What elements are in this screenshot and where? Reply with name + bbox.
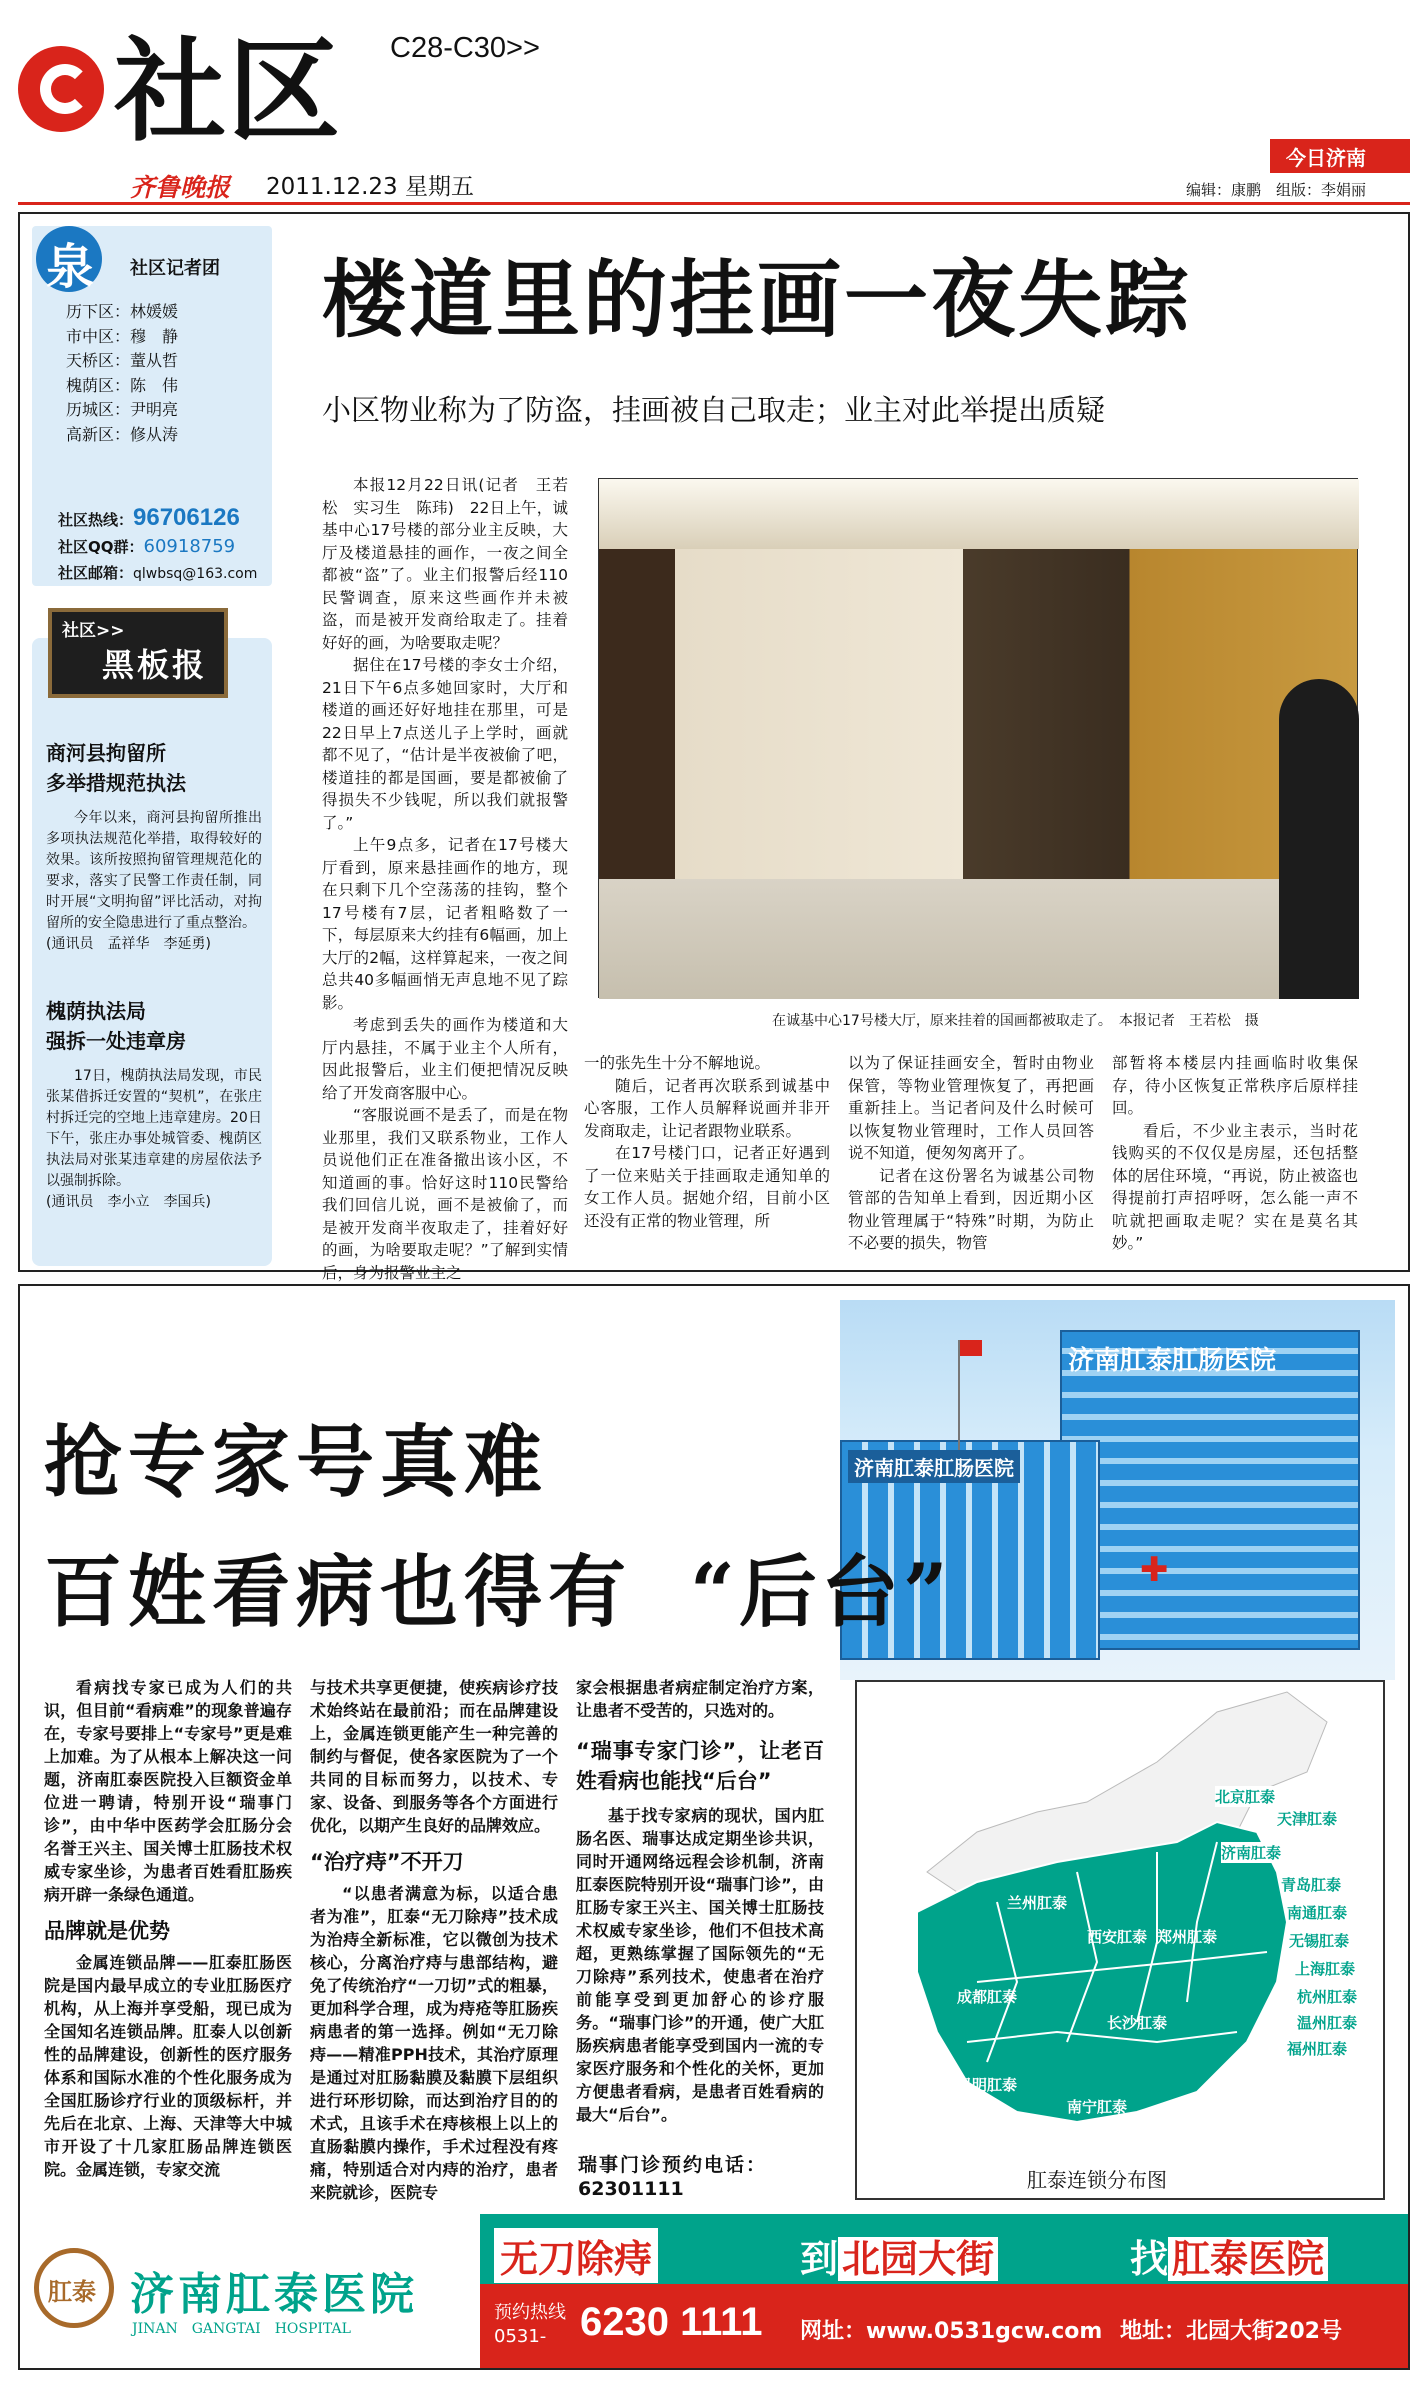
address-row bbox=[1120, 2314, 1342, 2345]
slogan-2: 北园大街 bbox=[838, 2237, 998, 2281]
brief-body: 17日，槐荫执法局发现，市民张某借拆迁安置的“契机”，在张庄村拆迁完的空地上违章建房。20日下午，张庄办事处城管委、槐荫区执法局对张某违章建的房屋依法予以强制拆除。 bbox=[46, 1068, 262, 1189]
reporter-item: 高新区：修从涛 bbox=[66, 424, 179, 444]
reporter-item: 历下区：林媛媛 bbox=[66, 302, 179, 321]
ad-col-3 bbox=[576, 1676, 824, 2196]
ad-col-1 bbox=[44, 1676, 292, 2196]
edition-label: 今日济南 bbox=[1286, 146, 1366, 170]
hotline-label: 预约热线 bbox=[494, 2302, 566, 2323]
headline: 楼道里的挂画一夜失踪 bbox=[322, 251, 1193, 349]
masthead-rule bbox=[18, 202, 1410, 205]
article-paragraph: 看后，不少业主表示，当时花钱购买的不仅仅是房屋，还包括整体的居住环境，“再说，防止被盗也得提前打声招呼呀，怎么能一声不吭就把画取走呢？实在是莫名其妙。” bbox=[1112, 1121, 1358, 1252]
reporter-item: 槐荫区：陈 伟 bbox=[66, 375, 179, 395]
issue-date: 2011.12.23 星期五 bbox=[266, 174, 474, 200]
section-title: 社区 bbox=[114, 27, 342, 157]
city-label: 福州肛泰 bbox=[1287, 2040, 1348, 2058]
city-label: 西安肛泰 bbox=[1087, 1928, 1148, 1946]
slogan-2-prefix: 到 bbox=[800, 2237, 839, 2281]
article-col-4 bbox=[1112, 1052, 1358, 1257]
editors-line: 编辑：康鹏 组版：李娟丽 bbox=[1186, 181, 1367, 199]
email-row bbox=[58, 562, 257, 583]
footer-hospital-en: JINAN GANGTAI HOSPITAL bbox=[132, 2321, 351, 2337]
masthead bbox=[18, 28, 1408, 203]
url-row bbox=[800, 2314, 1102, 2345]
article-paragraph: 一的张先生十分不解地说。 bbox=[584, 1054, 771, 1072]
city-label: 青岛肛泰 bbox=[1281, 1876, 1342, 1894]
ad-paragraph: 与技术共享更便捷，使疾病诊疗技术始终站在最前沿；而在品牌建设上，金属连锁更能产生一种完善的制约与督促，使各家医院为了一个共同的目标而努力，以技术、专家、设备、到服务等各个方面进行优化，以期产生良好的品牌效应。 bbox=[310, 1678, 558, 1835]
ad-subhead: 品牌就是优势 bbox=[44, 1919, 170, 1943]
photo-floor bbox=[599, 879, 1359, 999]
article-paragraph: “客服说画不是丢了，而是在物业那里，我们又联系物业，工作人员说他们正在准备撤出该小区，不知道画的事。恰好这时110民警给我们回信儿说，画不是被偷了，而是被开发商半夜取走了，挂着好好的画，为啥要取走呢？”了解到实情后，身为报警业主之 bbox=[322, 1106, 568, 1282]
slogan-1: 无刀除痔 bbox=[494, 2228, 658, 2283]
flag-icon bbox=[960, 1340, 982, 1356]
ad-subhead: “瑞事专家门诊”，让老百姓看病也能找“后台” bbox=[576, 1739, 824, 1793]
article-photo bbox=[598, 478, 1358, 998]
red-cross-icon: ✚ bbox=[1140, 1550, 1169, 1590]
city-label: 温州肛泰 bbox=[1297, 2014, 1358, 2032]
ad-paragraph: 金属连锁品牌——肛泰肛肠医院是国内最早成立的专业肛肠医疗机构，从上海并享受船，现已成为全国知名连锁品牌。肛泰人以创新性的品牌建设，创新性的医疗服务体系和国际水准的个性化服务成为全国肛肠诊疗行业的顶级标杆，并先后在北京、上海、天津等大中城市开设了十几家肛肠品牌连锁医院。金属连锁，专家交流 bbox=[44, 1953, 292, 2179]
photo-caption: 在诚基中心17号楼大厅，原来挂着的国画都被取走了。 本报记者 王若松 摄 bbox=[772, 1013, 1259, 1029]
brief-title: 槐荫执法局 bbox=[46, 999, 146, 1023]
article-col-3 bbox=[848, 1052, 1094, 1257]
quan-badge-char: 泉 bbox=[46, 239, 95, 295]
reporter-item: 天桥区：蕫从哲 bbox=[66, 351, 179, 370]
hotline-label: 社区热线： bbox=[58, 511, 134, 529]
photo-ceiling bbox=[599, 479, 1359, 549]
article-col-1 bbox=[322, 474, 568, 1282]
paper-name: 齐鲁晚报 bbox=[130, 173, 231, 202]
article-paragraph: 随后，记者再次联系到诚基中心客服，工作人员解释说画并非开发商取走，让记者跟物业联系。 bbox=[584, 1076, 830, 1140]
article-paragraph: 据住在17号楼的李女士介绍，21日下午6点多她回家时，大厅和楼道的画还好好地挂在那里，可是22日早上7点送儿子上学时，画就都不见了，“估计是半夜被偷了吧，楼道挂的都是国画，要是都被偷了得损失不少钱呢，所以我们就报警了。” bbox=[322, 656, 568, 832]
slogan-2-row bbox=[800, 2228, 998, 2283]
city-label: 长沙肛泰 bbox=[1107, 2014, 1168, 2032]
footer-hospital-name: 济南肛泰医院 bbox=[130, 2269, 418, 2320]
city-label: 天津肛泰 bbox=[1277, 1810, 1338, 1828]
building-tower bbox=[1060, 1330, 1360, 1650]
hotline-area: 0531- bbox=[494, 2326, 547, 2347]
reporter-list bbox=[32, 300, 272, 447]
city-label: 杭州肛泰 bbox=[1297, 1988, 1358, 2006]
slogan-3: 肛泰医院 bbox=[1168, 2237, 1328, 2281]
signboard: 济南肛泰肛肠医院 bbox=[848, 1450, 1020, 1483]
address-text: 北园大街202号 bbox=[1186, 2319, 1342, 2344]
ad-title-3: “后台” bbox=[690, 1547, 952, 1638]
city-label: 南宁肛泰 bbox=[1067, 2098, 1128, 2116]
ad-title-2: 百姓看病也得有 bbox=[44, 1547, 633, 1638]
hotline-number: 6230 1111 bbox=[580, 2300, 763, 2344]
hospital-logo-text: 肛泰 bbox=[48, 2278, 96, 2306]
ad-phone-label: 瑞事门诊预约电话： bbox=[578, 2154, 768, 2176]
subhead: 小区物业称为了防盗，挂画被自己取走；业主对此举提出质疑 bbox=[322, 393, 1106, 427]
brief-byline: (通讯员 李小立 李国兵) bbox=[46, 1194, 211, 1210]
brief-title: 商河县拘留所 bbox=[46, 741, 166, 765]
qq-label: 社区QQ群： bbox=[58, 538, 144, 556]
ad-paragraph: 看病找专家已成为人们的共识，但目前“看病难”的现象普遍存在，专家号要排上“专家号”更是难上加难。为了从根本上解决这一问题，济南肛泰医院投入巨额资金单位进一聘请，特别开设“瑞事门诊”，由中华中医药学会肛肠分会名誉王兴主、国关博士肛肠技术权威专家坐诊，为患者百姓看肛肠疾病开辟一条绿色通道。 bbox=[44, 1678, 292, 1904]
map-caption: 肛泰连锁分布图 bbox=[1027, 2168, 1167, 2192]
ad-col-2 bbox=[310, 1676, 558, 2202]
flagpole bbox=[958, 1340, 960, 1450]
ad-phone: 62301111 bbox=[578, 2178, 684, 2200]
page-range: C28-C30>> bbox=[390, 32, 540, 64]
article-paragraph: 以为了保证挂画安全，暂时由物业保管，等物业管理恢复了，再把画重新挂上。当记者问及什么时候可以恢复物业管理时，工作人员回答说不知道，便匆匆离开了。 bbox=[848, 1054, 1094, 1162]
slogan-3-prefix: 找 bbox=[1130, 2237, 1169, 2281]
email-address: qlwbsq@163.com bbox=[133, 566, 258, 582]
article-paragraph: 部暂将本楼层内挂画临时收集保存，待小区恢复正常秩序后原样挂回。 bbox=[1112, 1054, 1358, 1117]
city-label: 北京肛泰 bbox=[1215, 1788, 1276, 1806]
hotline-row bbox=[58, 504, 240, 532]
reporter-item: 市中区：穆 静 bbox=[66, 326, 179, 346]
url-label: 网址： bbox=[800, 2319, 867, 2344]
section-logo-letter-icon bbox=[40, 64, 90, 114]
article-paragraph: 考虑到丢失的画作为楼道和大厅内悬挂，不属于业主个人所有，因此报警后，业主们便把情况反映给了开发商客服中心。 bbox=[322, 1016, 568, 1102]
qq-row bbox=[58, 536, 235, 557]
brief-title: 强拆一处违章房 bbox=[46, 1029, 186, 1053]
blackboard-title: 黑板报 bbox=[102, 646, 208, 684]
sidebar bbox=[32, 226, 272, 1266]
brief-1 bbox=[46, 738, 262, 955]
city-label: 成都肛泰 bbox=[957, 1988, 1018, 2006]
address-label: 地址： bbox=[1120, 2319, 1187, 2344]
article-paragraph: 在17号楼门口，记者正好遇到了一位来贴关于挂画取走通知单的女工作人员。据她介绍，目前小区还没有正常的物业管理，所 bbox=[584, 1144, 830, 1230]
city-label: 兰州肛泰 bbox=[1007, 1894, 1068, 1912]
brief-title: 多举措规范执法 bbox=[46, 771, 186, 795]
email-label: 社区邮箱： bbox=[58, 564, 134, 582]
blackboard-pre: 社区>> bbox=[62, 621, 125, 641]
ad-paragraph: 家会根据患者病症制定治疗方案，让患者不受苦的，只选对的。 bbox=[576, 1678, 824, 1720]
brief-body: 今年以来，商河县拘留所推出多项执法规范化举措，取得较好的效果。该所按照拘留管理规范化的要求，落实了民警工作责任制，同时开展“文明拘留”评比活动，对拘留所的安全隐患进行了重点整治。 bbox=[46, 810, 262, 931]
brief-2 bbox=[46, 996, 262, 1213]
ad-paragraph: 基于找专家病的现状，国内肛肠名医、瑞事达成定期坐诊共识，同时开通网络远程会诊机制，济南肛泰医院特别开设“瑞事门诊”，由肛肠专家王兴主、国关博士肛肠技术权威专家坐诊，他们不但技术高超，更熟练掌握了国际领先的“无刀除痔”系列技术，使患者在治疗前能享受到更加舒心的诊疗服务。“瑞事门诊”的开通，使广大肛肠疾病患者能享受到国内一流的专家医疗服务和个性化的关怀，更加方便患者看病，是患者百姓看病的最大“后台”。 bbox=[576, 1806, 824, 2124]
reporter-item: 历城区：尹明亮 bbox=[66, 400, 179, 419]
article-paragraph: 记者在这份署名为诚基公司物管部的告知单上看到，因近期小区物业管理属于“特殊”时期，为防止不必要的损失，物管 bbox=[848, 1166, 1094, 1252]
building-sign: 济南肛泰肛肠医院 bbox=[1068, 1346, 1277, 1376]
city-label: 郑州肛泰 bbox=[1157, 1928, 1218, 1946]
slogan-3-row bbox=[1130, 2228, 1328, 2283]
city-label: 济南肛泰 bbox=[1221, 1844, 1282, 1862]
city-label: 南通肛泰 bbox=[1287, 1904, 1348, 1922]
ad-paragraph: “以患者满意为标，以适合患者为准”，肛泰“无刀除痔”技术成为治痔全新标准，它以微创为技术核心，分离治疗痔与患部结构，避免了传统治疗“一刀切”式的粗暴，更加科学合理，成为痔疮等肛肠疾病患者的第一选择。例如“无刀除痔——精准PPH技术，其治疗原理是通过对肛肠黏膜及黏膜下层组织进行环形切除，而达到治疗目的的术式，且该手术在痔核根上以上的直肠黏膜内操作，手术过程没有疼痛，特别适合对内痔的治疗，患者来院就诊，医院专 bbox=[310, 1884, 558, 2202]
article-col-2 bbox=[584, 1052, 830, 1257]
url-text: www.0531gcw.com bbox=[866, 2319, 1103, 2344]
article-paragraph: 本报12月22日讯(记者 王若松 实习生 陈玮) 22日上午，诚基中心17号楼的部分业主反映，大厅及楼道悬挂的画作，一夜之间全都被“盗”了。业主们报警后经110民警调查，原来这些画作并未被盗，而是被开发商给取走了。挂着好好的画，为啥要取走呢？ bbox=[322, 476, 568, 652]
chain-map bbox=[855, 1680, 1385, 2200]
city-label: 昆明肛泰 bbox=[957, 2076, 1018, 2094]
hotline-number: 96706126 bbox=[133, 504, 240, 531]
ad-footer bbox=[20, 2214, 1408, 2368]
brief-byline: (通讯员 孟祥华 李延勇) bbox=[46, 936, 211, 952]
article-paragraph: 上午9点多，记者在17号楼大厅看到，原来悬挂画作的地方，现在只剩下几个空荡荡的挂钩，整个17号楼有7层，记者粗略数了一下，每层原来大约挂有6幅画，加上大厅的2幅，这样算起来，一夜之间总共40多幅画悄无声息地不见了踪影。 bbox=[322, 836, 568, 1012]
city-label: 无锡肛泰 bbox=[1289, 1932, 1350, 1950]
photo-person-silhouette bbox=[1279, 679, 1359, 999]
team-title: 社区记者团 bbox=[130, 258, 220, 279]
ad-subhead: “治疗痔”不开刀 bbox=[310, 1850, 464, 1874]
ad-title-1: 抢专家号真难 bbox=[44, 1417, 549, 1508]
city-label: 上海肛泰 bbox=[1295, 1960, 1356, 1978]
qq-number: 60918759 bbox=[143, 536, 236, 557]
